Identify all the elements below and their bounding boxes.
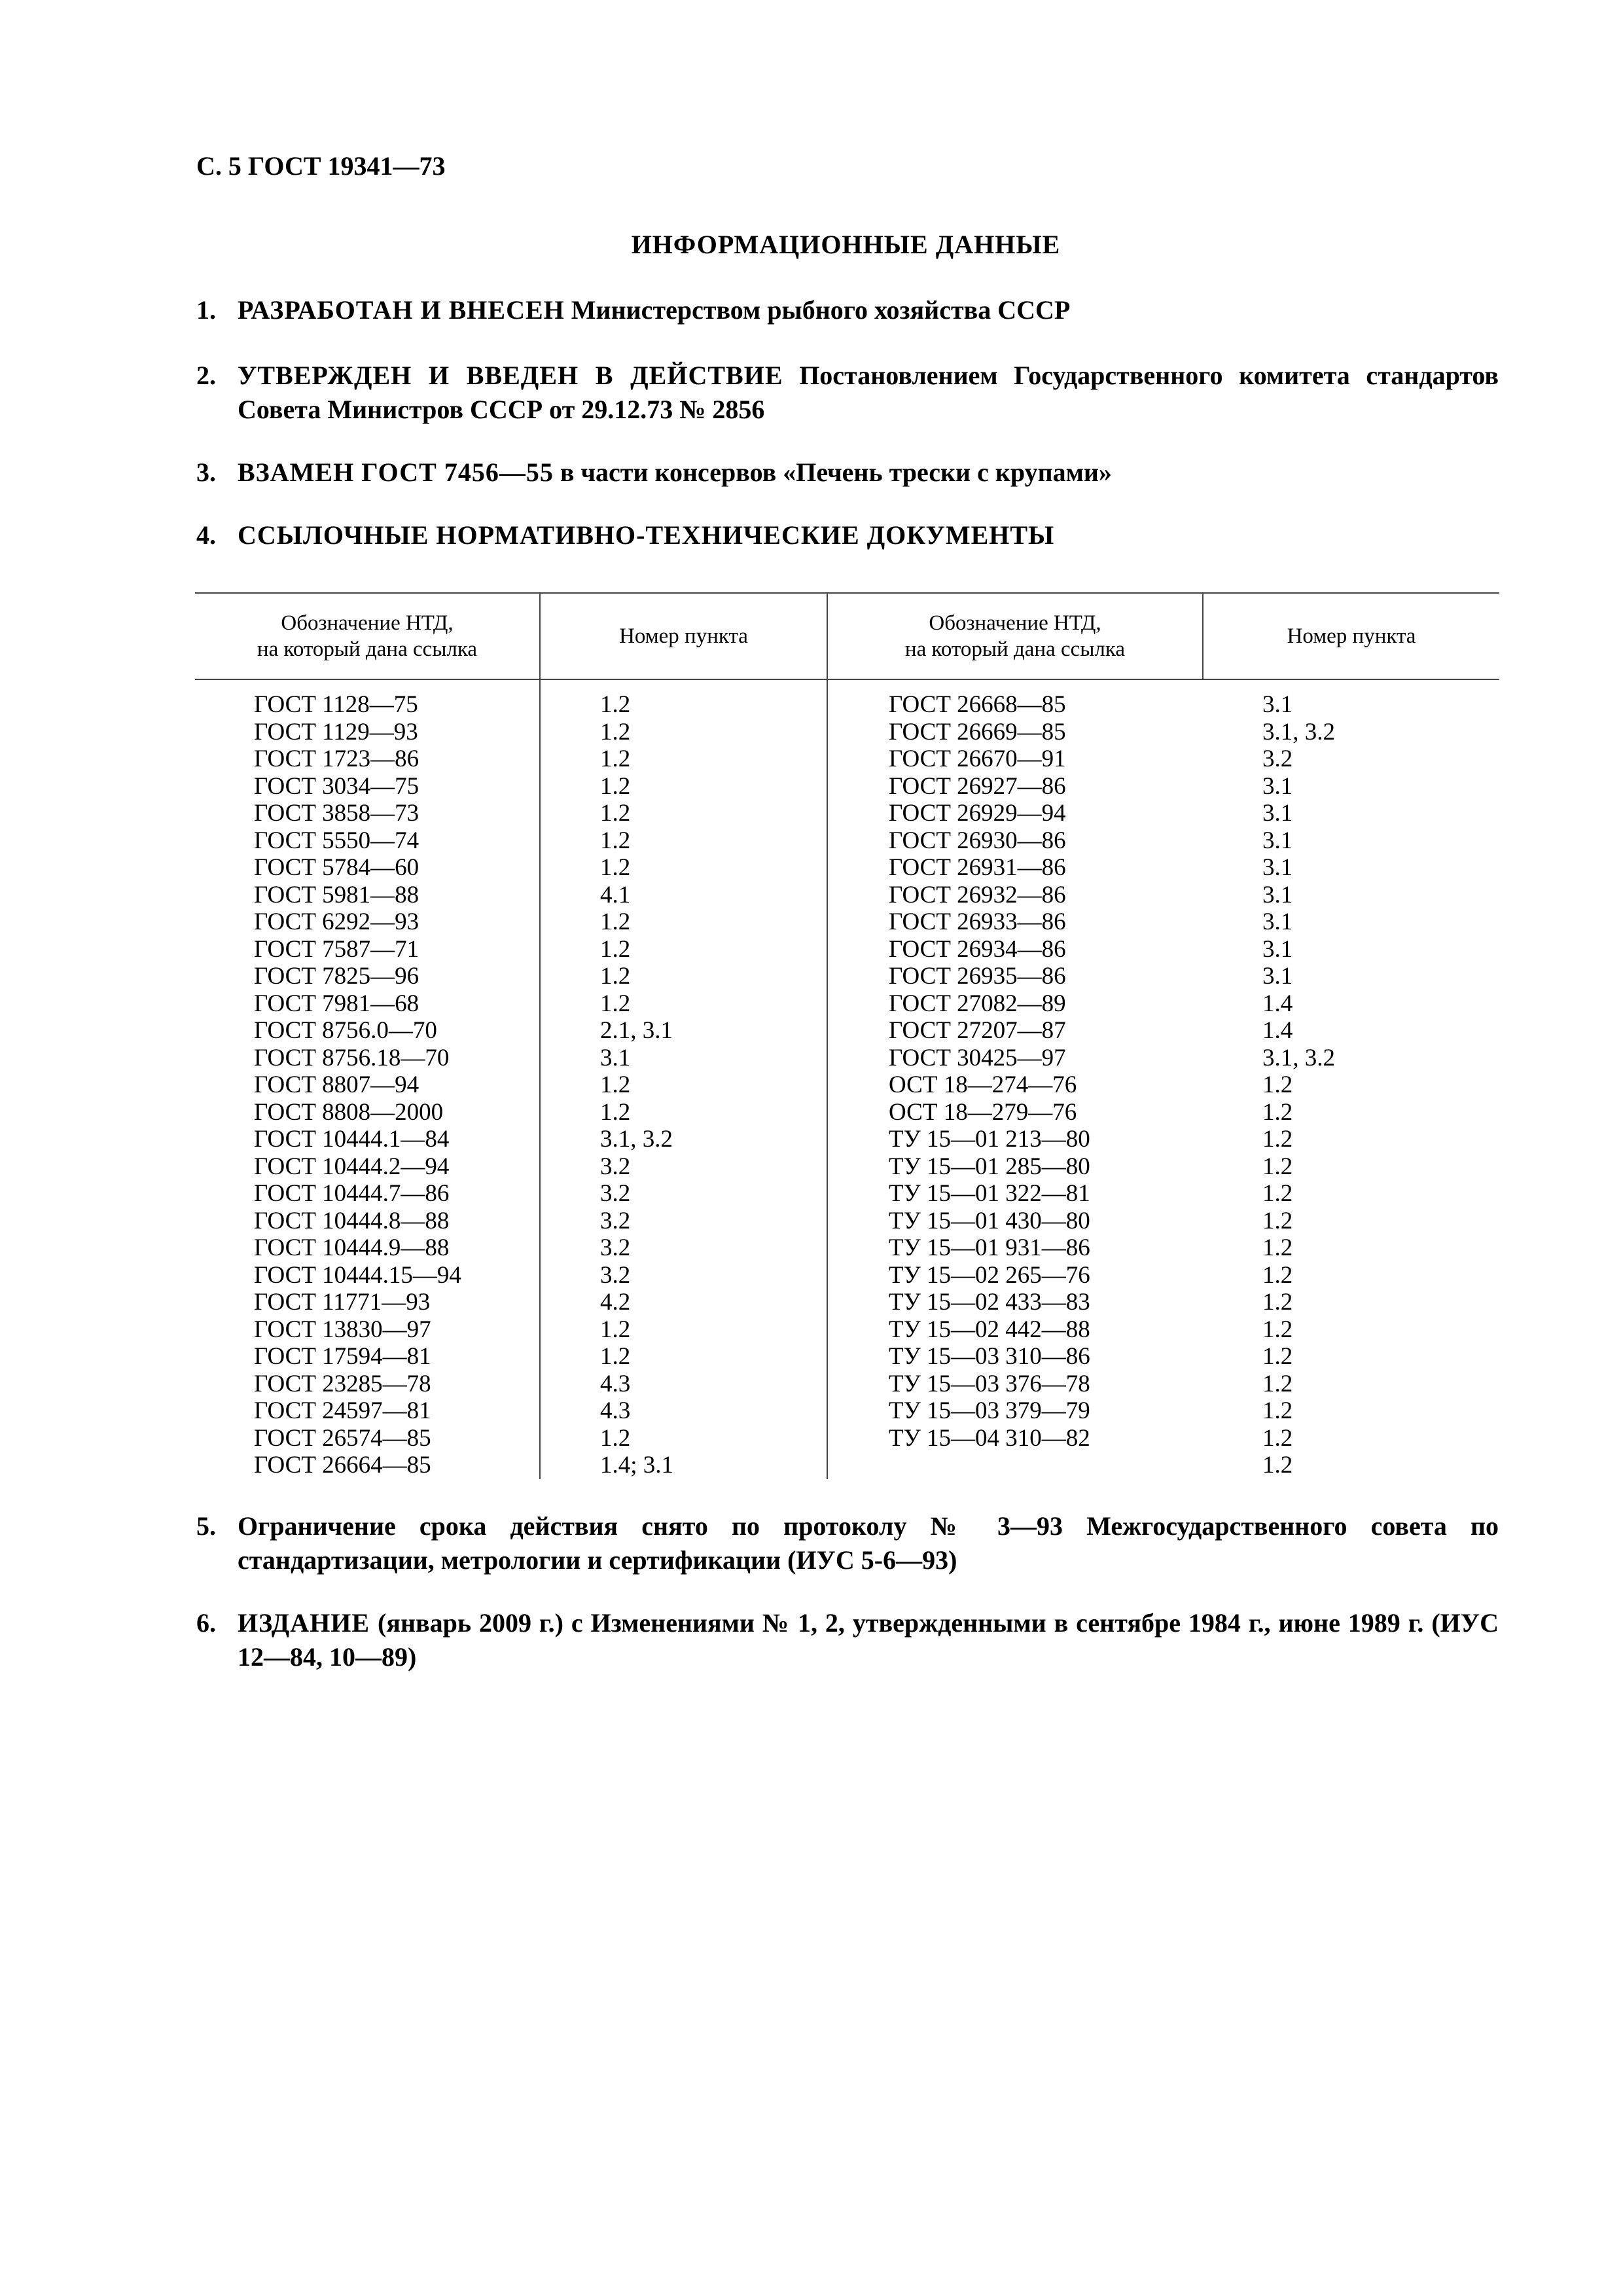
item-text: ВЗАМЕН ГОСТ 7456—55 в части консервов «Печень трески с крупами» bbox=[238, 457, 1112, 487]
table-cell-designation: ГОСТ 1128—75 bbox=[254, 691, 418, 718]
info-item-1 bbox=[196, 293, 1499, 327]
table-cell-designation: ТУ 15—03 310—86 bbox=[889, 1343, 1090, 1370]
table-cell-designation: ГОСТ 5981—88 bbox=[254, 881, 419, 908]
table-cell-clause: 2.1, 3.1 bbox=[600, 1017, 673, 1044]
item-text: УТВЕРЖДЕН И ВВЕДЕН В ДЕЙСТВИЕ Постановлением Государственного комитета стандартов Совета Министров СССР от 29.12.73 № 2856 bbox=[238, 361, 1499, 424]
header-clause-right: Номер пункта bbox=[1287, 624, 1416, 648]
table-cell-designation: ТУ 15—02 442—88 bbox=[889, 1316, 1090, 1343]
left-designation-column bbox=[254, 691, 461, 1479]
table-cell-clause: 1.2 bbox=[600, 1424, 631, 1452]
table-cell-designation: ТУ 15—03 379—79 bbox=[889, 1397, 1090, 1424]
table-top-rule bbox=[195, 592, 1499, 594]
table-cell-designation: ГОСТ 6292—93 bbox=[254, 908, 419, 935]
item-number: 6. bbox=[196, 1608, 216, 1638]
table-cell-clause: 3.1 bbox=[600, 1044, 631, 1071]
table-cell-designation: ГОСТ 3034—75 bbox=[254, 772, 419, 800]
table-cell-designation: ГОСТ 26934—86 bbox=[889, 935, 1066, 963]
table-cell-clause: 3.1 bbox=[1262, 908, 1293, 935]
table-cell-designation: ГОСТ 26664—85 bbox=[254, 1452, 431, 1479]
table-cell-clause: 4.1 bbox=[600, 881, 631, 908]
table-cell-clause: 1.2 bbox=[1262, 1261, 1293, 1289]
page-header: С. 5 ГОСТ 19341—73 bbox=[196, 151, 446, 181]
info-item-3 bbox=[196, 456, 1499, 490]
table-cell-designation: ГОСТ 17594—81 bbox=[254, 1343, 431, 1370]
table-cell-clause: 1.4 bbox=[1262, 990, 1293, 1017]
table-cell-designation: ГОСТ 23285—78 bbox=[254, 1370, 431, 1397]
table-cell-designation: ГОСТ 26574—85 bbox=[254, 1424, 431, 1452]
table-header-rule bbox=[195, 679, 1499, 680]
table-cell-clause: 1.2 bbox=[1262, 1234, 1293, 1261]
table-cell-clause: 3.2 bbox=[600, 1207, 631, 1234]
item-number: 1. bbox=[196, 295, 216, 325]
table-cell-clause: 1.2 bbox=[1262, 1071, 1293, 1098]
table-cell-clause: 1.2 bbox=[1262, 1424, 1293, 1452]
table-cell-clause: 3.2 bbox=[600, 1153, 631, 1180]
table-cell-designation: ТУ 15—01 322—81 bbox=[889, 1180, 1090, 1207]
table-cell-clause: 1.2 bbox=[600, 990, 631, 1017]
table-cell-designation: ГОСТ 26669—85 bbox=[889, 718, 1066, 745]
table-cell-designation: ГОСТ 7981—68 bbox=[254, 990, 419, 1017]
table-cell-designation: ТУ 15—04 310—82 bbox=[889, 1424, 1090, 1452]
info-item-4 bbox=[196, 518, 1499, 552]
table-cell-designation: ГОСТ 26929—94 bbox=[889, 800, 1066, 827]
item-number: 4. bbox=[196, 520, 216, 550]
table-cell-designation: ГОСТ 8808—2000 bbox=[254, 1098, 444, 1126]
table-cell-clause: 1.2 bbox=[600, 827, 631, 854]
table-cell-designation: ТУ 15—03 376—78 bbox=[889, 1370, 1090, 1397]
table-cell-designation: ГОСТ 10444.2—94 bbox=[254, 1153, 450, 1180]
table-column-divider bbox=[539, 592, 541, 1479]
table-cell-designation: ГОСТ 26935—86 bbox=[889, 963, 1066, 990]
table-cell-clause: 3.2 bbox=[600, 1261, 631, 1289]
table-cell-designation: ГОСТ 10444.7—86 bbox=[254, 1180, 450, 1207]
table-cell-clause: 1.2 bbox=[1262, 1343, 1293, 1370]
item-text: РАЗРАБОТАН И ВНЕСЕН Министерством рыбного хозяйства СССР bbox=[238, 295, 1071, 325]
table-cell-clause: 1.2 bbox=[1262, 1098, 1293, 1126]
left-clause-column bbox=[600, 691, 673, 1479]
table-cell-designation: ГОСТ 10444.8—88 bbox=[254, 1207, 450, 1234]
table-cell-designation: ГОСТ 10444.15—94 bbox=[254, 1261, 461, 1289]
table-cell-designation: ГОСТ 26670—91 bbox=[889, 745, 1066, 772]
table-cell-designation: ТУ 15—01 213—80 bbox=[889, 1126, 1090, 1153]
table-cell-designation: ГОСТ 8807—94 bbox=[254, 1071, 419, 1098]
table-cell-clause: 4.3 bbox=[600, 1370, 631, 1397]
table-cell-designation: ГОСТ 13830—97 bbox=[254, 1316, 431, 1343]
table-cell-clause: 1.2 bbox=[1262, 1397, 1293, 1424]
info-item-6 bbox=[196, 1606, 1499, 1674]
table-cell-clause: 3.1 bbox=[1262, 935, 1293, 963]
table-cell-designation: ГОСТ 5784—60 bbox=[254, 854, 419, 881]
table-cell-clause: 1.2 bbox=[600, 1098, 631, 1126]
table-cell-designation: ТУ 15—02 265—76 bbox=[889, 1261, 1090, 1289]
table-cell-clause: 1.2 bbox=[600, 1071, 631, 1098]
right-designation-column bbox=[889, 691, 1090, 1452]
table-cell-clause: 3.1 bbox=[1262, 827, 1293, 854]
table-cell-clause: 1.4 bbox=[1262, 1017, 1293, 1044]
table-cell-designation: ГОСТ 1723—86 bbox=[254, 745, 419, 772]
table-cell-clause: 1.2 bbox=[600, 1316, 631, 1343]
table-cell-clause: 1.2 bbox=[1262, 1126, 1293, 1153]
table-cell-designation: ГОСТ 24597—81 bbox=[254, 1397, 431, 1424]
table-cell-designation: ГОСТ 8756.18—70 bbox=[254, 1044, 450, 1071]
table-cell-designation: ГОСТ 27207—87 bbox=[889, 1017, 1066, 1044]
table-column-divider bbox=[827, 592, 828, 1479]
table-cell-clause: 3.1 bbox=[1262, 881, 1293, 908]
table-cell-clause: 3.1, 3.2 bbox=[1262, 718, 1335, 745]
table-cell-clause: 3.1 bbox=[1262, 963, 1293, 990]
table-cell-clause: 1.2 bbox=[600, 935, 631, 963]
table-cell-clause: 3.1 bbox=[1262, 772, 1293, 800]
table-cell-designation: ГОСТ 26930—86 bbox=[889, 827, 1066, 854]
table-cell-clause: 1.2 bbox=[1262, 1316, 1293, 1343]
table-cell-clause: 1.2 bbox=[600, 1343, 631, 1370]
table-cell-designation: ТУ 15—01 285—80 bbox=[889, 1153, 1090, 1180]
table-cell-designation: ГОСТ 5550—74 bbox=[254, 827, 419, 854]
item-number: 5. bbox=[196, 1511, 216, 1541]
table-cell-designation: ГОСТ 10444.1—84 bbox=[254, 1126, 450, 1153]
table-cell-clause: 1.2 bbox=[600, 963, 631, 990]
table-cell-clause: 1.2 bbox=[1262, 1180, 1293, 1207]
info-item-5 bbox=[196, 1509, 1499, 1577]
item-text: ССЫЛОЧНЫЕ НОРМАТИВНО-ТЕХНИЧЕСКИЕ ДОКУМЕНТЫ bbox=[238, 520, 1055, 550]
table-cell-clause: 1.2 bbox=[1262, 1370, 1293, 1397]
table-cell-clause: 4.2 bbox=[600, 1289, 631, 1316]
item-text: Ограничение срока действия снято по протоколу № 3—93 Межгосударственного совета по стандартизации, метрологии и сертификации (ИУС 5-6—93) bbox=[238, 1511, 1499, 1575]
info-item-2 bbox=[196, 359, 1499, 427]
item-number: 3. bbox=[196, 457, 216, 487]
table-cell-clause: 1.2 bbox=[600, 772, 631, 800]
table-cell-clause: 1.2 bbox=[600, 908, 631, 935]
header-designation-left: Обозначение НТД, на который дана ссылка bbox=[257, 611, 478, 661]
table-cell-designation: ГОСТ 26933—86 bbox=[889, 908, 1066, 935]
table-cell-designation: ГОСТ 26932—86 bbox=[889, 881, 1066, 908]
table-cell-designation: ГОСТ 10444.9—88 bbox=[254, 1234, 450, 1261]
table-cell-designation: ОСТ 18—274—76 bbox=[889, 1071, 1077, 1098]
header-designation-right: Обозначение НТД, на который дана ссылка bbox=[904, 611, 1126, 661]
table-cell-designation: ОСТ 18—279—76 bbox=[889, 1098, 1077, 1126]
table-cell-designation: ТУ 15—01 430—80 bbox=[889, 1207, 1090, 1234]
table-cell-clause: 3.1, 3.2 bbox=[1262, 1044, 1335, 1071]
table-cell-clause: 1.2 bbox=[1262, 1207, 1293, 1234]
table-cell-designation: ГОСТ 7587—71 bbox=[254, 935, 419, 963]
table-cell-designation: ГОСТ 8756.0—70 bbox=[254, 1017, 437, 1044]
table-cell-clause: 1.2 bbox=[600, 800, 631, 827]
table-cell-designation: ТУ 15—01 931—86 bbox=[889, 1234, 1090, 1261]
table-cell-clause: 3.1 bbox=[1262, 800, 1293, 827]
table-cell-clause: 3.2 bbox=[600, 1234, 631, 1261]
table-cell-designation: ГОСТ 27082—89 bbox=[889, 990, 1066, 1017]
table-cell-designation: ГОСТ 3858—73 bbox=[254, 800, 419, 827]
table-cell-clause: 1.2 bbox=[1262, 1289, 1293, 1316]
table-cell-clause: 1.2 bbox=[600, 718, 631, 745]
table-cell-designation: ГОСТ 26668—85 bbox=[889, 691, 1066, 718]
table-cell-designation: ГОСТ 11771—93 bbox=[254, 1289, 431, 1316]
table-cell-clause: 1.2 bbox=[1262, 1153, 1293, 1180]
item-text: ИЗДАНИЕ (январь 2009 г.) с Изменениями № 1, 2, утвержденными в сентябре 1984 г., июне 1989 г. (ИУС 12—84, 10—89) bbox=[238, 1608, 1499, 1672]
table-cell-designation: ГОСТ 1129—93 bbox=[254, 718, 418, 745]
table-cell-designation: ГОСТ 26927—86 bbox=[889, 772, 1066, 800]
table-cell-clause: 1.4; 3.1 bbox=[600, 1452, 674, 1479]
right-clause-column bbox=[1262, 691, 1335, 1479]
table-cell-designation: ГОСТ 26931—86 bbox=[889, 854, 1066, 881]
table-cell-clause: 3.1, 3.2 bbox=[600, 1126, 673, 1153]
table-cell-clause: 3.1 bbox=[1262, 854, 1293, 881]
item-number: 2. bbox=[196, 361, 216, 390]
table-cell-clause: 1.2 bbox=[600, 854, 631, 881]
table-cell-designation: ГОСТ 30425—97 bbox=[889, 1044, 1066, 1071]
table-cell-designation: ГОСТ 7825—96 bbox=[254, 963, 419, 990]
table-cell-clause: 4.3 bbox=[600, 1397, 631, 1424]
header-clause-left: Номер пункта bbox=[619, 624, 748, 648]
table-cell-clause: 1.2 bbox=[1262, 1452, 1293, 1479]
table-cell-designation: ТУ 15—02 433—83 bbox=[889, 1289, 1090, 1316]
table-cell-clause: 3.2 bbox=[600, 1180, 631, 1207]
table-cell-clause: 1.2 bbox=[600, 691, 631, 718]
table-cell-clause: 3.1 bbox=[1262, 691, 1293, 718]
table-cell-clause: 1.2 bbox=[600, 745, 631, 772]
table-cell-clause: 3.2 bbox=[1262, 745, 1293, 772]
document-title: ИНФОРМАЦИОННЫЕ ДАННЫЕ bbox=[631, 230, 1061, 259]
